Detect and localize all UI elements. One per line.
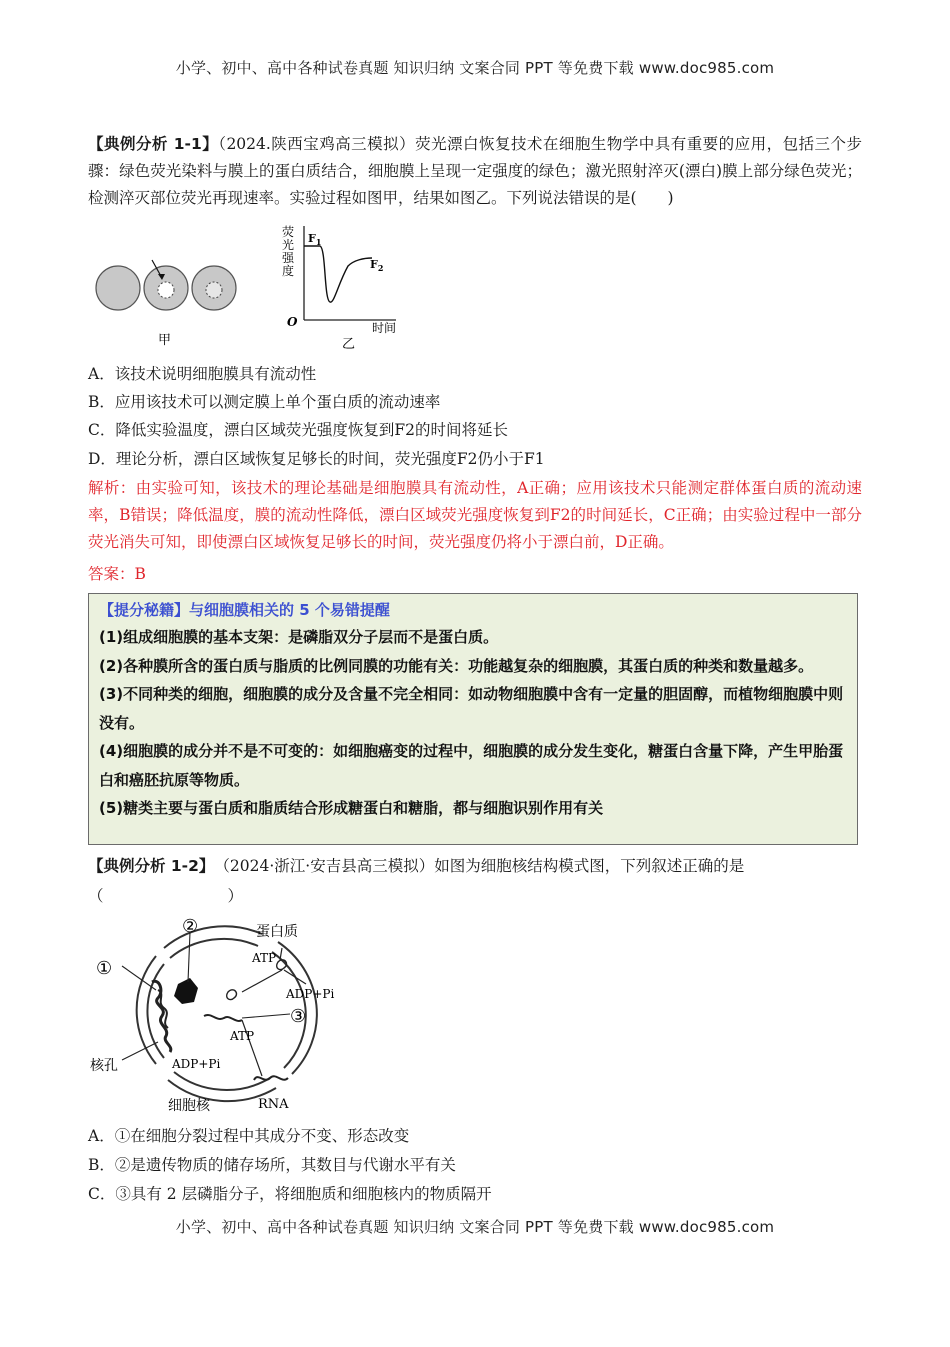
ylabel-char-1: 荧	[282, 225, 295, 239]
rna-shape	[254, 1076, 288, 1080]
fig-label-adp-right: ADP+Pi	[286, 987, 335, 1001]
fig-yi-origin: O	[287, 315, 298, 329]
q2-tag: 【典例分析 1-2】	[88, 857, 207, 875]
fig-label-atp-top: ATP	[252, 951, 277, 965]
leader-2	[188, 932, 190, 982]
q1-stem-text: （2024.陕西宝鸡高三模拟）荧光漂白恢复技术在细胞生物学中具有重要的应用，包括三个步骤：绿色荧光染料与膜上的蛋白质结合，细胞膜上呈现一定强度的绿色；激光照射淬灭(漂白)膜上部分绿色荧光；检测淬灭部位荧光再现速率。实验过程如图甲，结果如图乙。下列说法错误的是( )	[88, 135, 862, 207]
page-footer: 小学、初中、高中各种试卷真题 知识归纳 文案合同 PPT 等免费下载 www.doc985.com	[175, 1218, 775, 1236]
figure-jia	[88, 258, 248, 350]
page-header: 小学、初中、高中各种试卷真题 知识归纳 文案合同 PPT 等免费下载 www.doc985.com	[175, 59, 775, 77]
nuclear-envelope-outer	[164, 926, 262, 948]
fig-label-protein: 蛋白质	[256, 924, 298, 940]
arrow-adp-right	[284, 970, 306, 984]
q1-stem	[88, 131, 862, 212]
q2-option-a: A．①在细胞分裂过程中其成分不变、形态改变	[88, 1127, 410, 1145]
nuclear-envelope-inner	[170, 939, 258, 958]
q1-tag: 【典例分析 1-1】	[88, 135, 219, 153]
q1-analysis: 解析：由实验可知，该技术的理论基础是细胞膜具有流动性，A正确；应用该技术只能测定群体蛋白质的流动速率，B错误；降低温度，膜的流动性降低，漂白区域荧光强度恢复到F2的时间延长，C正确；由实验过程中一部分荧光消失可知，即使漂白区域恢复足够长的时间，荧光强度仍将小于漂白前，D正确。	[88, 479, 862, 551]
fig-label-3: ③	[290, 1006, 307, 1027]
ylabel-char-3: 强	[282, 251, 295, 265]
cell-circle-1	[96, 266, 140, 310]
q2-stem-line2: （ ）	[88, 887, 244, 905]
nuclear-envelope-inner-left	[147, 964, 164, 1058]
tip-item-3: (3)不同种类的细胞，细胞膜的成分及含量不完全相同：如动物细胞膜中含有一定量的胆固醇，而植物细胞膜中则没有。	[99, 685, 844, 732]
fig-yi-ylabel	[282, 225, 298, 278]
fig-label-atp-mid: ATP	[230, 1029, 255, 1043]
nuclear-envelope-inner-bottom	[174, 1072, 270, 1090]
tip-item-1: (1)组成细胞膜的基本支架：是磷脂双分子层而不是蛋白质。	[99, 628, 499, 646]
leader-pore	[122, 1042, 158, 1060]
fig-yi-label: 乙	[342, 337, 356, 352]
q1-option-c: C．降低实验温度，漂白区域荧光强度恢复到F2的时间将延长	[88, 421, 508, 439]
q1-option-a: A．该技术说明细胞膜具有流动性	[88, 365, 317, 383]
fig-yi-f1: $F_1$	[308, 232, 322, 247]
q2-stem	[88, 853, 862, 880]
ylabel-char-4: 度	[282, 264, 295, 278]
fluorescence-curve	[304, 246, 372, 302]
protein-shape	[277, 960, 287, 970]
fig-jia-label: 甲	[158, 333, 172, 348]
fig-label-1: ①	[96, 958, 113, 979]
figure-yi	[278, 218, 408, 353]
fig-label-pore: 核孔	[90, 1058, 118, 1074]
q1-option-b: B．应用该技术可以测定膜上单个蛋白质的流动速率	[88, 393, 441, 411]
fig-yi-f2: $F_2$	[370, 258, 384, 273]
fig-label-rna: RNA	[258, 1097, 289, 1112]
q1-option-d: D．理论分析，漂白区域恢复足够长的时间，荧光强度F2仍小于F1	[88, 450, 545, 468]
tip-item-4: (4)细胞膜的成分并不是不可变的：如细胞癌变的过程中，细胞膜的成分发生变化，糖蛋白含量下降，产生甲胎蛋白和癌胚抗原等物质。	[99, 742, 844, 789]
fig-label-adp-left: ADP+Pi	[172, 1057, 221, 1071]
ylabel-char-2: 光	[282, 238, 295, 252]
bleach-spot-3	[206, 282, 222, 298]
tip-item-2: (2)各种膜所含的蛋白质与脂质的比例同膜的功能有关：功能越复杂的细胞膜，其蛋白质的种类和数量越多。	[99, 656, 814, 675]
bleach-spot-2	[158, 282, 174, 298]
fig-label-nucleus: 细胞核	[168, 1098, 210, 1114]
arrow-protein-in	[242, 970, 282, 992]
nucleolus-shape	[174, 978, 198, 1004]
q2-stem-line1: （2024·浙江·安吉县高三模拟）如图为细胞核结构模式图，下列叙述正确的是	[206, 857, 745, 875]
tip-item-5: (5)糖类主要与蛋白质和脂质结合形成糖蛋白和糖脂，都与细胞识别作用有关	[99, 799, 604, 817]
q2-option-b: B．②是遗传物质的储存场所，其数目与代谢水平有关	[88, 1156, 456, 1174]
tips-box	[88, 593, 858, 845]
q2-option-c: C．③具有 2 层磷脂分子，将细胞质和细胞核内的物质隔开	[88, 1185, 492, 1203]
fig-label-2: ②	[182, 916, 199, 937]
q1-answer: 答案：B	[88, 565, 146, 583]
fig-yi-xlabel: 时间	[372, 321, 397, 335]
nucleus-figure	[86, 912, 356, 1120]
tips-title: 【提分秘籍】与细胞膜相关的 5 个易错提醒	[99, 601, 390, 619]
leader-3	[242, 1014, 290, 1018]
